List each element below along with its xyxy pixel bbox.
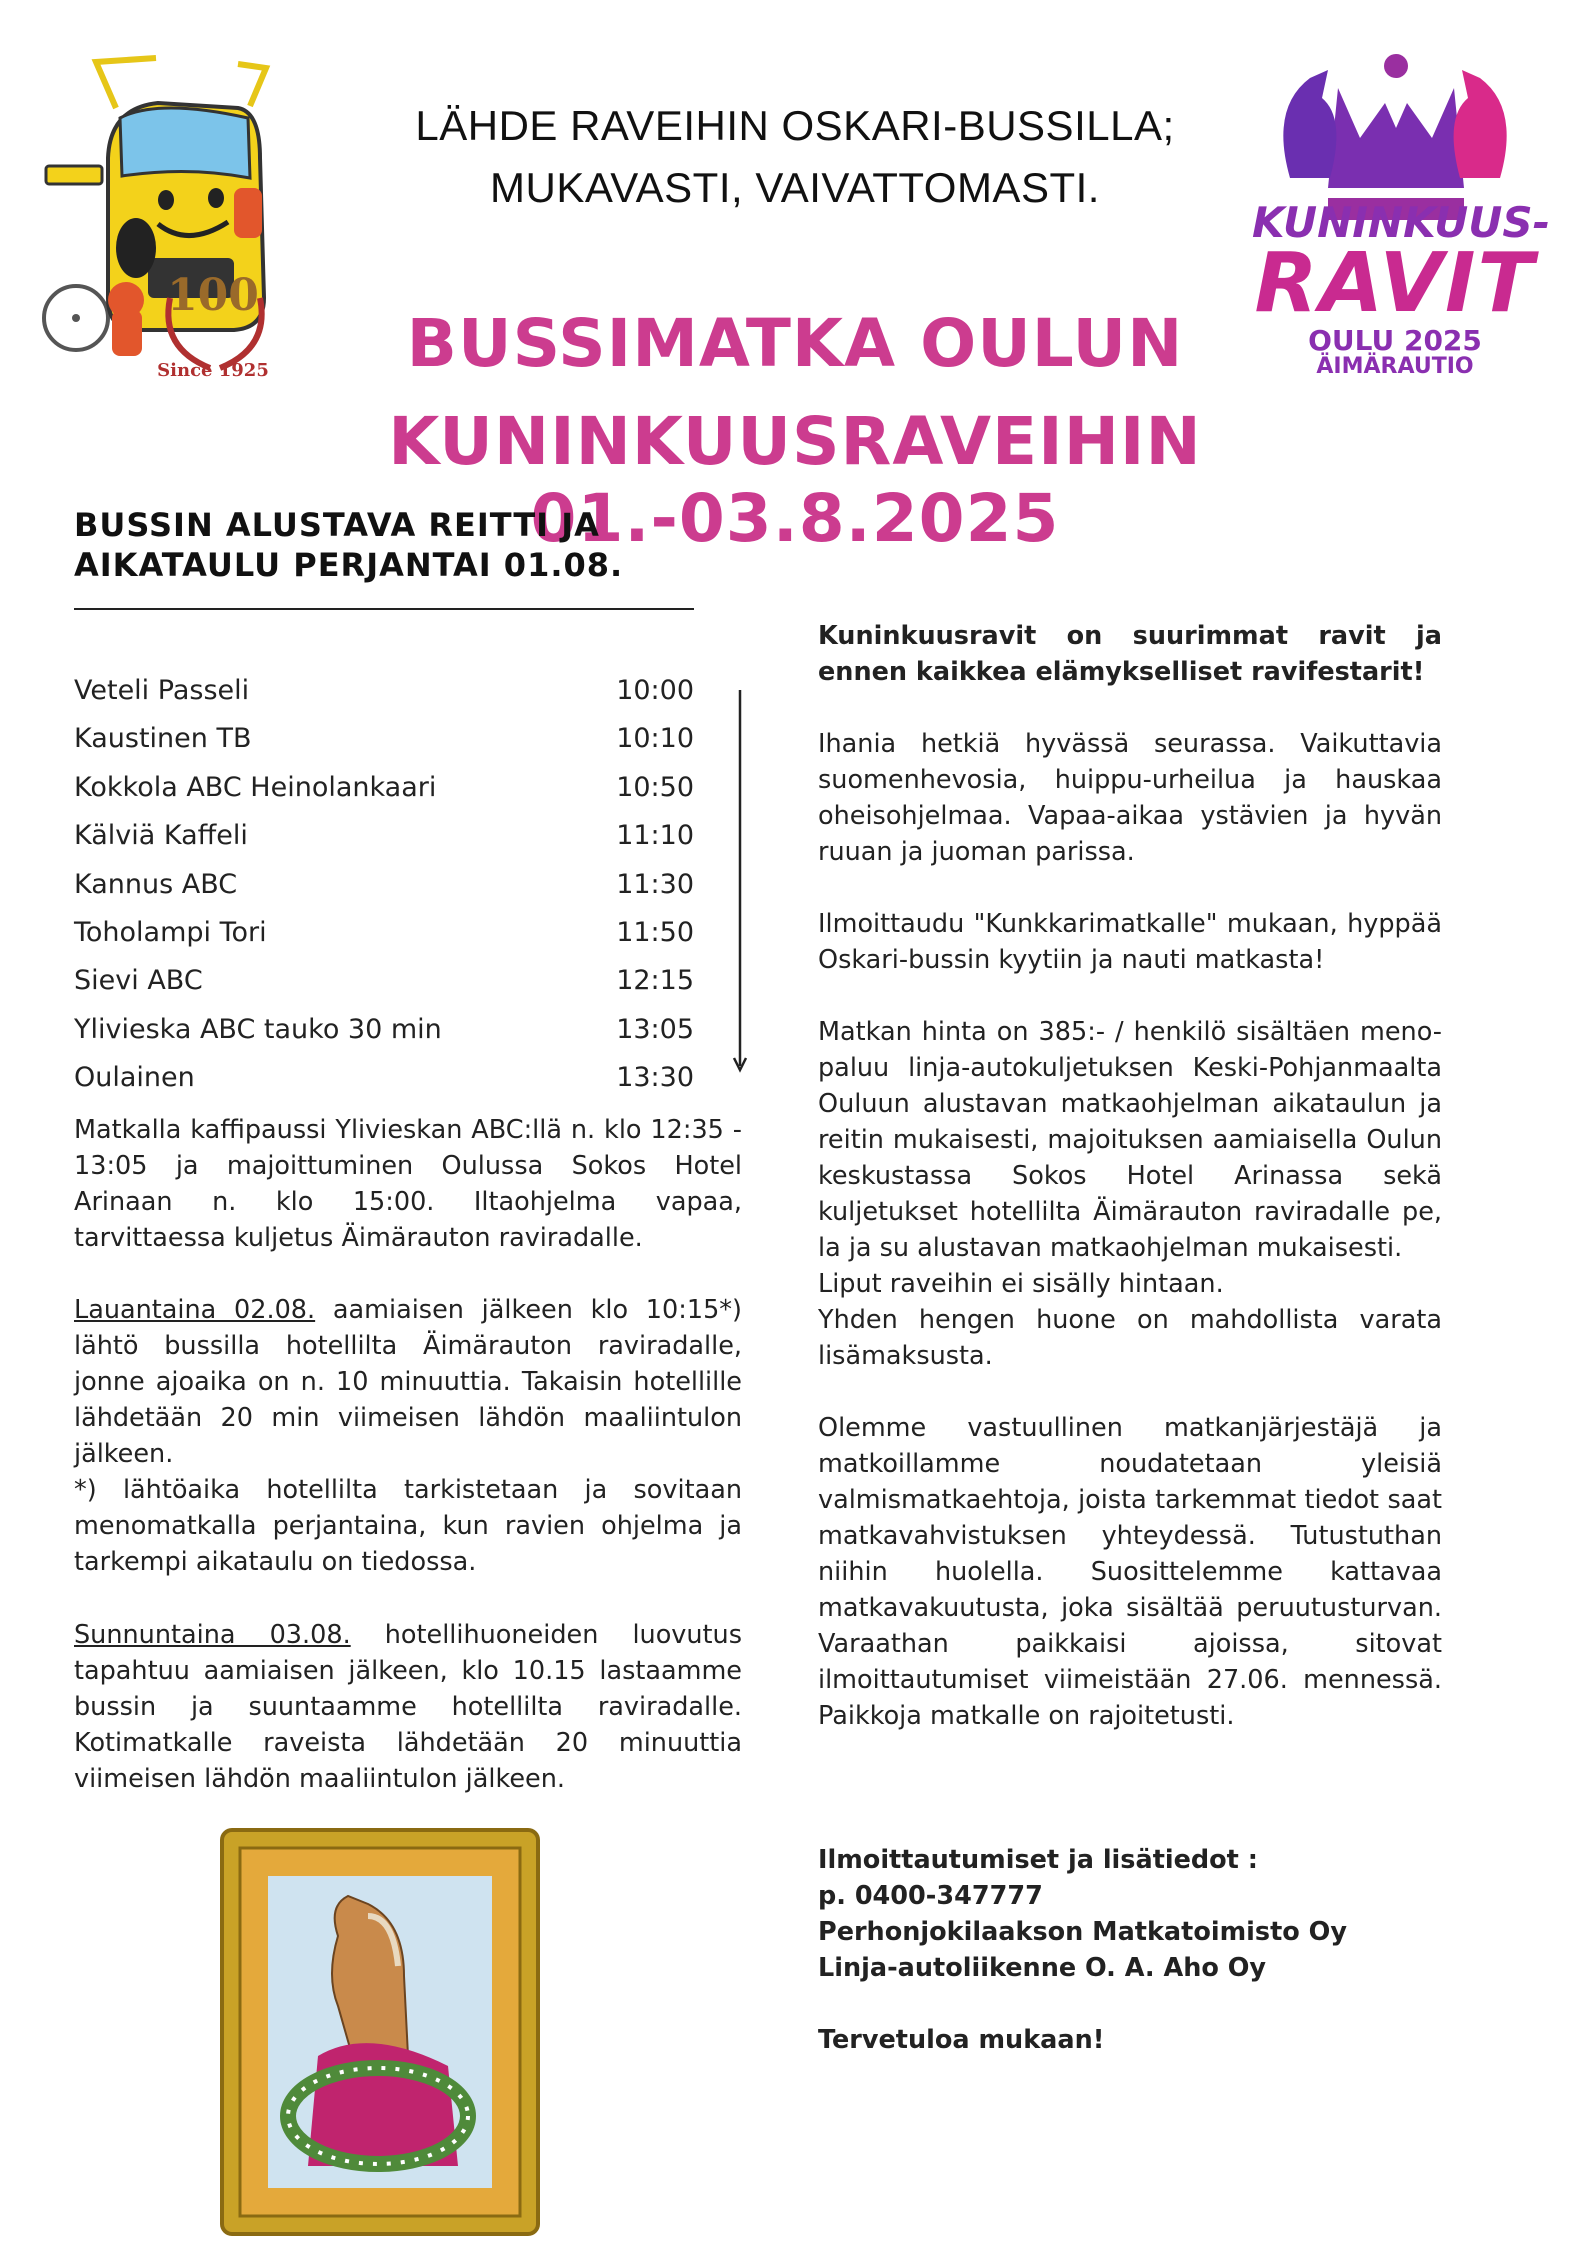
divider bbox=[74, 608, 694, 610]
headline-line2: KUNINKUUSRAVEIHIN 01.-03.8.2025 bbox=[388, 403, 1202, 557]
stop-place: Kälviä Kaffeli bbox=[74, 820, 248, 852]
terms-text: Olemme vastuullinen matkanjärjestäjä ja matkoillamme noudatetaan yleisiä valmismatkaehtoja, joista tarkemmat tiedot saat matkavahvistuksen yhteydessä. Tutustuthan niihin huolella. Suosittelemme kattavaa matkavakuutusta, joka sisältää peruutusturvan. Varaathan paikkaisi ajoissa, sitovat ilmoittautumiset viimeistään 27.06. mennessä. Paikkoja matkalle on rajoitetusti. bbox=[818, 1413, 1442, 1731]
schedule-row bbox=[74, 1054, 694, 1102]
stop-time: 13:30 bbox=[616, 1062, 694, 1094]
schedule-list bbox=[74, 667, 694, 1103]
logo-text-4: ÄIMÄRAUTIO bbox=[1316, 354, 1474, 379]
schedule-row bbox=[74, 957, 694, 1005]
single-room-note: Yhden hengen huone on mahdollista varata lisämaksusta. bbox=[818, 1305, 1442, 1371]
route-heading-line2: AIKATAULU PERJANTAI 01.08. bbox=[74, 546, 624, 584]
stop-place: Oulainen bbox=[74, 1062, 195, 1094]
friday-text: Matkalla kaffipaussi Ylivieskan ABC:llä n. klo 12:35 - 13:05 ja majoittuminen Oulussa Sokos Hotel Arinaan n. klo 15:00. Iltaohjelma vapaa, tarvittaessa kuljetus Äimärauton raviradalle. bbox=[74, 1115, 742, 1253]
contact-org1: Perhonjokilaakson Matkatoimisto Oy bbox=[818, 1917, 1347, 1947]
kuninkuusravit-logo bbox=[1250, 48, 1551, 388]
schedule-row bbox=[74, 812, 694, 860]
logo-text-2: RAVIT bbox=[1254, 236, 1536, 331]
route-arrow-icon bbox=[738, 690, 742, 1070]
stop-time: 13:05 bbox=[616, 1013, 694, 1045]
schedule-row bbox=[74, 764, 694, 812]
contact-title: Ilmoittautumiset ja lisätiedot : bbox=[818, 1845, 1258, 1875]
tickets-note: Liput raveihin ei sisälly hintaan. bbox=[818, 1269, 1224, 1299]
stop-time: 10:50 bbox=[616, 771, 694, 803]
sunday-label: Sunnuntaina 03.08. bbox=[74, 1620, 351, 1650]
schedule-row bbox=[74, 1006, 694, 1054]
route-heading bbox=[74, 505, 714, 585]
saturday-text: aamiaisen jälkeen klo 10:15*) lähtö bussilla hotellilta Äimärauton raviradalle, jonne ajoaika on n. 10 minuuttia. Takaisin hotellille lähdetään 20 min viimeisen lähdön maaliintulon jälkeen. bbox=[74, 1295, 742, 1469]
stop-time: 12:15 bbox=[616, 965, 694, 997]
sunday-block bbox=[74, 1617, 742, 1797]
saturday-block bbox=[74, 1292, 742, 1472]
stop-time: 11:50 bbox=[616, 916, 694, 948]
headline-line1: BUSSIMATKA OULUN bbox=[406, 305, 1184, 382]
description-text: Ihania hetkiä hyvässä seurassa. Vaikuttavia suomenhevosia, huippu-urheilua ja hauskaa oheisohjelmaa. Vapaa-aikaa ystävien ja hyvän ruuan ja juoman parissa. bbox=[818, 729, 1442, 867]
contact-phone: p. 0400-347777 bbox=[818, 1881, 1043, 1911]
stop-place: Kannus ABC bbox=[74, 868, 238, 900]
schedule-row bbox=[74, 715, 694, 763]
schedule-row bbox=[74, 861, 694, 909]
badge-since: Since 1925 bbox=[157, 360, 269, 381]
schedule-row bbox=[74, 667, 694, 715]
contact-block bbox=[818, 1842, 1442, 2058]
stop-place: Toholampi Tori bbox=[74, 916, 267, 948]
signup-text: Ilmoittaudu "Kunkkarimatkalle" mukaan, hyppää Oskari-bussin kyytiin ja nauti matkasta! bbox=[818, 909, 1442, 975]
tagline-line2: MUKAVASTI, VAIVATTOMASTI. bbox=[490, 164, 1100, 211]
stop-place: Ylivieska ABC tauko 30 min bbox=[74, 1013, 442, 1045]
logo-text-3: OULU 2025 bbox=[1308, 324, 1482, 357]
saturday-label: Lauantaina 02.08. bbox=[74, 1295, 316, 1325]
stop-place: Kaustinen TB bbox=[74, 723, 252, 755]
sunday-text: hotellihuoneiden luovutus tapahtuu aamiaisen jälkeen, klo 10.15 lastaamme bussin ja suuntaamme hotellilta raviradalle. Kotimatkalle raveista lähdetään 20 minuuttia viimeisen lähdön maaliintulon jälkeen. bbox=[74, 1620, 742, 1794]
footnote-text: *) lähtöaika hotellilta tarkistetaan ja sovitaan menomatkalla perjantaina, kun ravien ohjelma ja tarkempi aikataulu on tiedossa. bbox=[74, 1475, 742, 1577]
intro-text: Kuninkuusravit on suurimmat ravit ja ennen kaikkea elämykselliset ravifestarit! bbox=[818, 621, 1442, 687]
tagline-line1: LÄHDE RAVEIHIN OSKARI-BUSSILLA; bbox=[415, 102, 1175, 149]
route-heading-line1: BUSSIN ALUSTAVA REITTI JA bbox=[74, 506, 600, 544]
welcome-text: Tervetuloa mukaan! bbox=[818, 2025, 1105, 2055]
horse-portrait-image bbox=[218, 1826, 542, 2238]
stop-time: 10:00 bbox=[616, 675, 694, 706]
stop-place: Kokkola ABC Heinolankaari bbox=[74, 771, 437, 803]
stop-time: 11:30 bbox=[616, 868, 694, 900]
stop-time: 10:10 bbox=[616, 723, 694, 755]
stop-time: 11:10 bbox=[616, 820, 694, 852]
logo-text-1: KUNINKUUS- bbox=[1252, 198, 1551, 247]
stop-place: Sievi ABC bbox=[74, 965, 203, 997]
schedule-row bbox=[74, 909, 694, 957]
contact-org2: Linja-autoliikenne O. A. Aho Oy bbox=[818, 1953, 1267, 1983]
badge-number: 100 bbox=[167, 270, 259, 321]
stop-place: Veteli Passeli bbox=[74, 675, 250, 706]
price-text: Matkan hinta on 385:- / henkilö sisältäen meno-paluu linja-autokuljetuksen Keski-Pohjanmaalta Ouluun alustavan matkaohjelman aikataulun ja reitin mukaisesti, majoituksen aamiaisella Oulun keskustassa Sokos Hotel Arinassa sekä kuljetukset hotellilta Äimärauton raviradalle pe, la ja su alustavan matkaohjelman mukaisesti. bbox=[818, 1017, 1442, 1263]
tagline bbox=[300, 95, 1290, 219]
